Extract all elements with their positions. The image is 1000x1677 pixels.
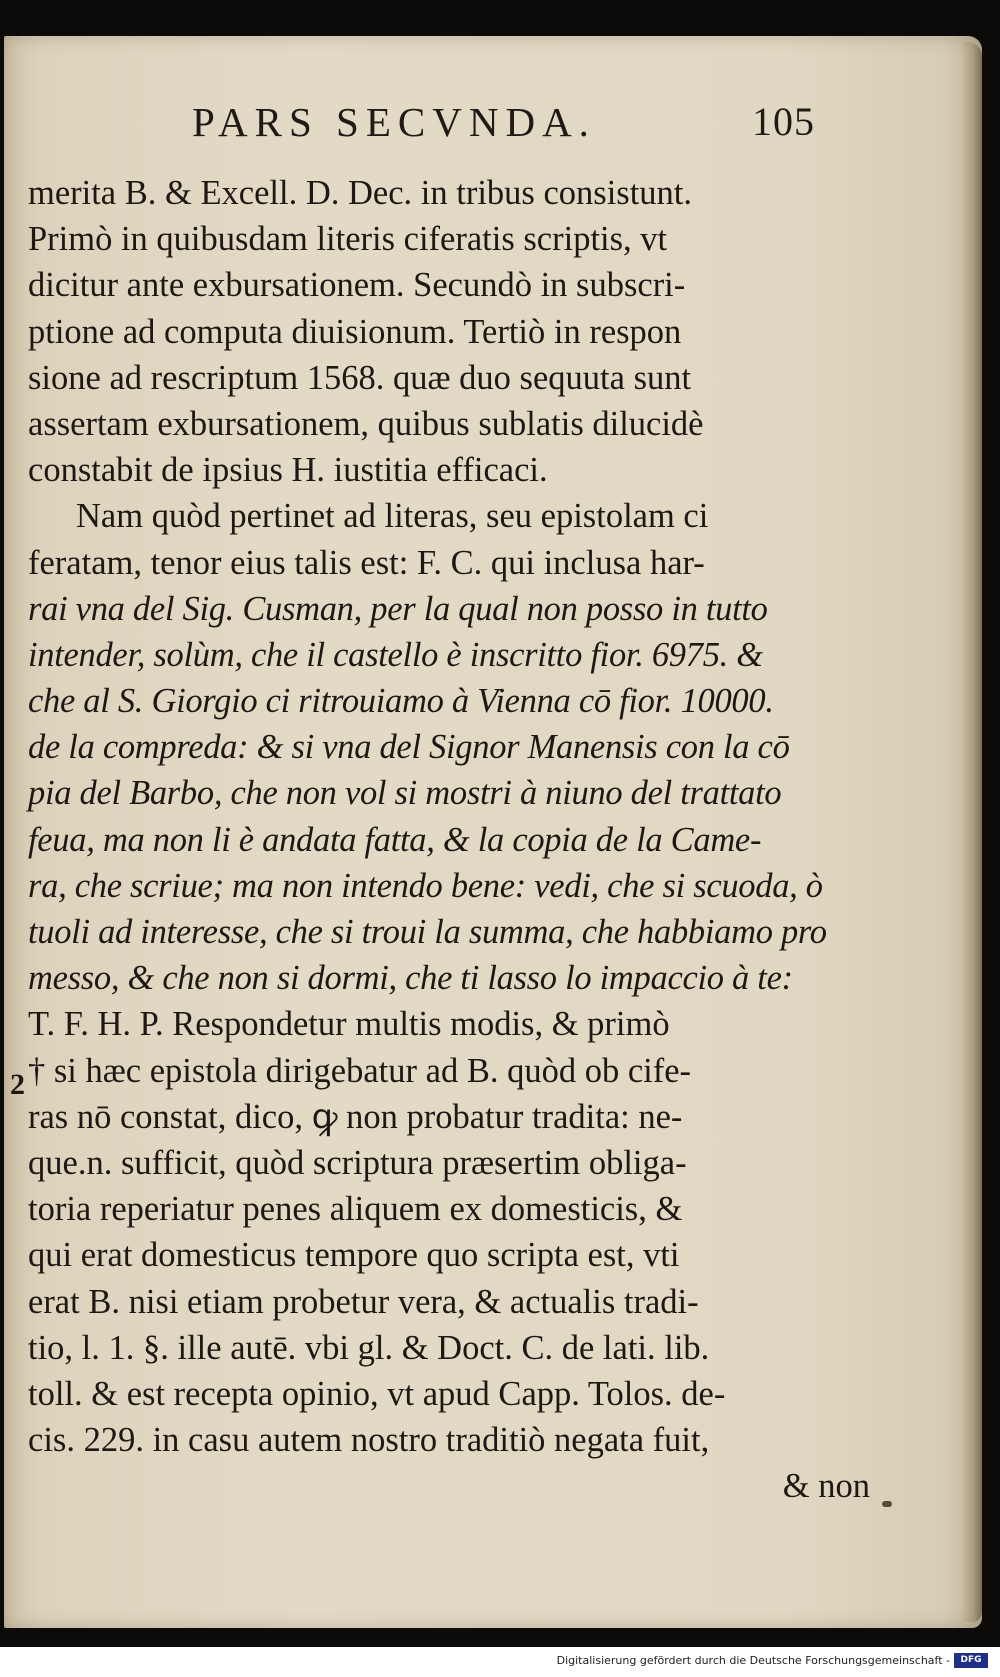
page-edge-shadow	[960, 42, 982, 1622]
text-line: qui erat domesticus tempore quo scripta est, vti	[28, 1236, 680, 1275]
text-line: feua, ma non li è andata fatta, & la copia de la Came-	[28, 820, 762, 859]
catchword: & non	[782, 1467, 870, 1506]
text-line: tio, l. 1. §. ille autē. vbi gl. & Doct. C. de lati. lib.	[28, 1328, 710, 1367]
text-line: rai vna del Sig. Cusman, per la qual non posso in tutto	[28, 589, 768, 628]
text-line: de la compreda: & si vna del Signor Manensis con la cō	[28, 728, 790, 767]
page-number: 105	[752, 99, 815, 144]
text-line: intender, solùm, che il castello è inscritto fior. 6975. &	[28, 635, 763, 674]
funding-credit: Digitalisierung gefördert durch die Deutsche Forschungsgemeinschaft -	[556, 1654, 950, 1667]
text-line: ra, che scriue; ma non intendo bene: vedi, che si scuoda, ò	[28, 866, 823, 905]
text-line: Nam quòd pertinet ad literas, seu epistolam ci	[76, 497, 709, 536]
dfg-logo: DFG	[954, 1653, 988, 1668]
footer-bar	[0, 1647, 1000, 1677]
text-line: que.n. sufficit, quòd scriptura præsertim obliga-	[28, 1143, 687, 1182]
text-line: assertam exbursationem, quibus sublatis dilucidè	[28, 404, 704, 443]
text-line: cis. 229. in casu autem nostro traditiò negata fuit,	[28, 1421, 710, 1460]
page-header	[4, 98, 982, 150]
text-line: ras nō constat, dico, ꝙ non probatur tradita: ne-	[28, 1097, 683, 1136]
text-line: feratam, tenor eius talis est: F. C. qui inclusa har-	[28, 543, 705, 582]
text-line: constabit de ipsius H. iustitia efficaci.	[28, 451, 548, 490]
text-line: ptione ad computa diuisionum. Tertiò in respon	[28, 312, 682, 351]
text-line: tuoli ad interesse, che si troui la summa, che habbiamo pro	[28, 913, 827, 951]
marginal-note: 2	[10, 1068, 25, 1101]
page-body	[28, 170, 870, 1509]
text-line: messo, & che non si dormi, che ti lasso lo impaccio à te:	[28, 959, 793, 998]
text-line: T. F. H. P. Respondetur multis modis, & primò	[28, 1005, 670, 1044]
running-head: PARS SECVNDA.	[192, 99, 596, 145]
text-line: Primò in quibusdam literis ciferatis scriptis, vt	[28, 220, 668, 259]
text-line: che al S. Giorgio ci ritrouiamo à Vienna cō fior. 10000.	[28, 682, 774, 721]
text-line: dicitur ante exbursationem. Secundò in subscri-	[28, 266, 686, 305]
text-line: toria reperiatur penes aliquem ex domesticis, &	[28, 1190, 683, 1229]
text-line: erat B. nisi etiam probetur vera, & actualis tradi-	[28, 1282, 699, 1321]
text-line: toll. & est recepta opinio, vt apud Capp. Tolos. de-	[28, 1374, 726, 1413]
book-page	[4, 36, 982, 1628]
text-line: † si hæc epistola dirigebatur ad B. quòd ob cife-	[28, 1051, 692, 1090]
text-line: pia del Barbo, che non vol si mostri à niuno del trattato	[28, 774, 782, 813]
text-line: merita B. & Excell. D. Dec. in tribus consistunt.	[28, 174, 693, 212]
text-line: sione ad rescriptum 1568. quæ duo sequuta sunt	[28, 358, 692, 397]
ink-stain	[882, 1501, 892, 1507]
